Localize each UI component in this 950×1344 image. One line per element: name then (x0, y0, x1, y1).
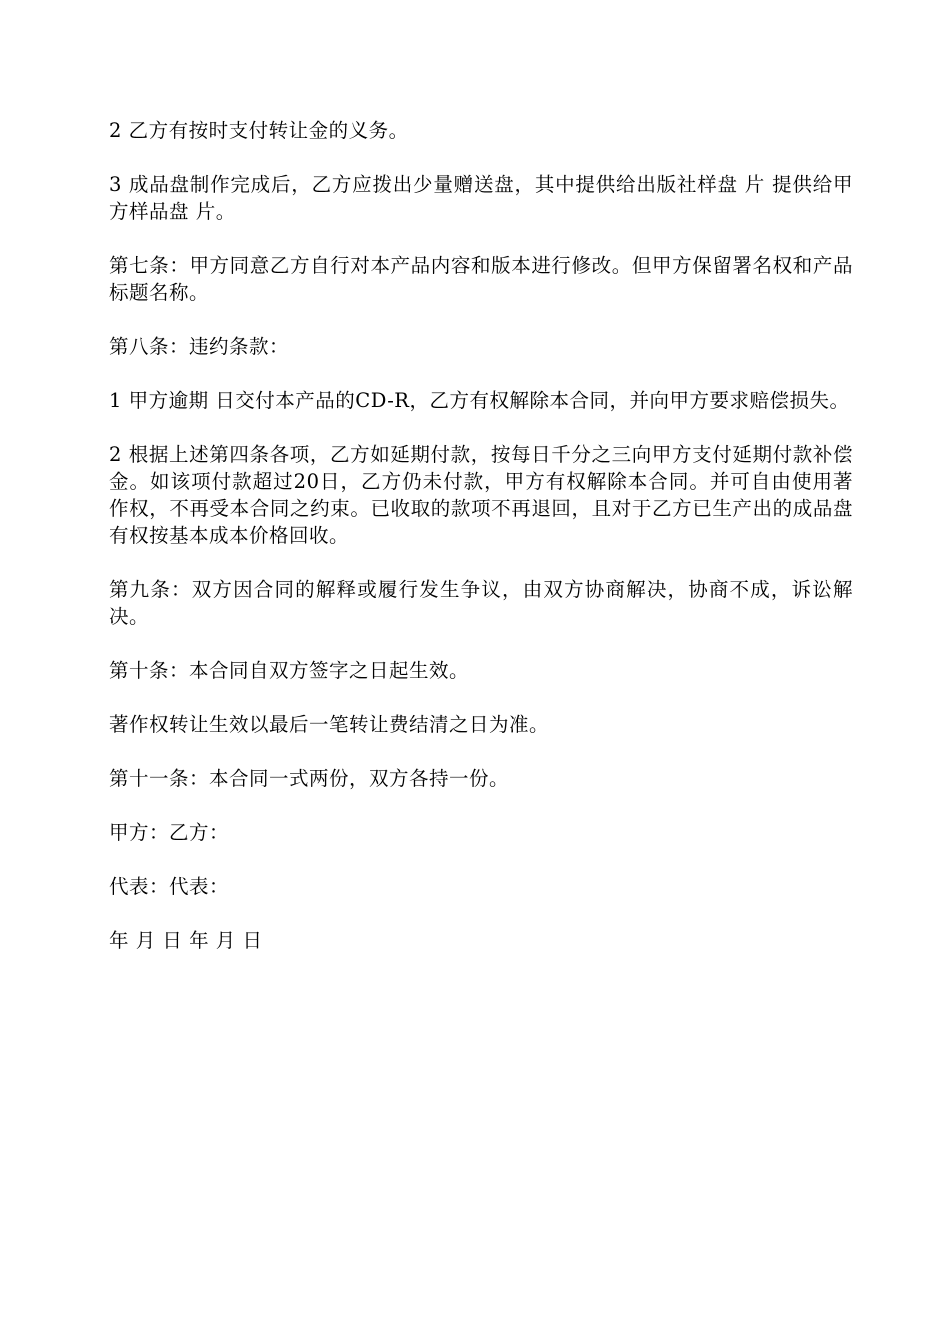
article-9-disputes: 第九条：双方因合同的解释或履行发生争议，由双方协商解决，协商不成，诉讼解决。 (109, 578, 853, 628)
article-8-item-2: 2 根据上述第四条各项，乙方如延期付款，按每日千分之三向甲方支付延期付款补偿金。如该项付款超过20日，乙方仍未付款，甲方有权解除本合同。并可自由使用著作权，不再受本合同之约束。已收取的款项不再退回，且对于乙方已生产出的成品盘有权按基本成本价格回收。 (109, 443, 853, 547)
article-10-effective: 第十条：本合同自双方签字之日起生效。 (109, 659, 470, 682)
clause-3-sample-discs: 3 成品盘制作完成后，乙方应拨出少量赠送盘，其中提供给出版社样盘 片 提供给甲方样品盘 片。 (109, 173, 853, 223)
article-7-modification: 第七条：甲方同意乙方自行对本产品内容和版本进行修改。但甲方保留署名权和产品标题名称。 (109, 254, 853, 304)
article-11-copies: 第十一条：本合同一式两份，双方各持一份。 (109, 767, 510, 790)
date-line: 年 月 日 年 月 日 (109, 929, 263, 952)
article-8-item-1: 1 甲方逾期 日交付本产品的CD-R，乙方有权解除本合同，并向甲方要求赔偿损失。 (109, 389, 850, 412)
representative-signature-line: 代表：代表： (109, 875, 230, 898)
party-signature-line: 甲方：乙方： (109, 821, 230, 844)
article-8-heading: 第八条：违约条款： (109, 335, 290, 358)
contract-body (109, 117, 853, 981)
clause-2-payment-obligation: 2 乙方有按时支付转让金的义务。 (109, 119, 409, 142)
copyright-transfer-effective: 著作权转让生效以最后一笔转让费结清之日为准。 (109, 713, 550, 736)
